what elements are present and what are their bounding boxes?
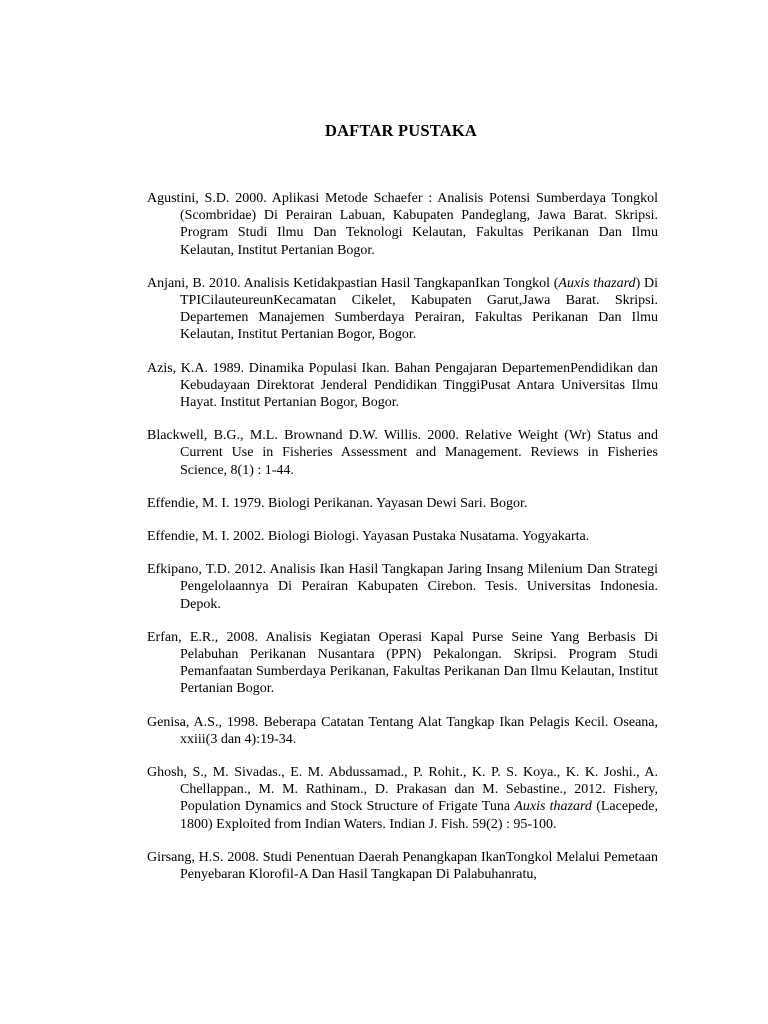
page-title: DAFTAR PUSTAKA: [324, 121, 478, 140]
reference-text: Effendie, M. I. 2002. Biologi Biologi. Yayasan Pustaka Nusatama. Yogyakarta.: [147, 529, 590, 545]
reference-list: [147, 190, 658, 899]
reference-text: Azis, K.A. 1989. Dinamika Populasi Ikan. Bahan Pengajaran DepartemenPendidikan dan Kebudayaan Direktorat Jenderal Pendidikan TinggiPusat Antara Universitas Ilmu Hayat. Institut Pertanian Bogor, Bogor.: [147, 360, 658, 411]
species-name: Auxis thazard: [558, 275, 636, 291]
reference-entry: [147, 360, 658, 412]
reference-text: Erfan, E.R., 2008. Analisis Kegiatan Operasi Kapal Purse Seine Yang Berbasis Di Pelabuhan Perikanan Nusantara (PPN) Pekalongan. Skripsi. Program Studi Pemanfaatan Sumberdaya Perikanan, Fakultas Perikanan Dan Ilmu Kelautan, Institut Pertanian Bogor.: [147, 629, 658, 697]
reference-entry: [147, 629, 658, 698]
reference-text: Girsang, H.S. 2008. Studi Penentuan Daerah Penangkapan IkanTongkol Melalui Pemetaan Penyebaran Klorofil-A Dan Hasil Tangkapan Di Palabuhanratu,: [147, 849, 658, 883]
reference-text: Anjani, B. 2010. Analisis Ketidakpastian Hasil TangkapanIkan Tongkol (: [147, 275, 559, 291]
reference-text: (Lacepede, 1800) Exploited from Indian Waters. Indian J. Fish. 59(2) : 95-100.: [180, 799, 658, 832]
reference-text: Efkipano, T.D. 2012. Analisis Ikan Hasil Tangkapan Jaring Insang Milenium Dan Strategi Pengelolaannya Di Perairan Kabupaten Cirebon. Tesis. Universitas Indonesia. Depok.: [147, 562, 658, 612]
reference-entry: [147, 561, 658, 613]
reference-text: Genisa, A.S., 1998. Beberapa Catatan Tentang Alat Tangkap Ikan Pelagis Kecil. Oseana, xxiii(3 dan 4):19-34.: [147, 714, 658, 747]
reference-text: Effendie, M. I. 1979. Biologi Perikanan. Yayasan Dewi Sari. Bogor.: [147, 495, 528, 511]
reference-text: ) Di TPICilauteureunKecamatan Cikelet, Kabupaten Garut,Jawa Barat. Skripsi. Departemen Manajemen Sumberdaya Perairan, Fakultas Perikanan Dan Ilmu Kelautan, Institut Pertanian Bogor, Bogor.: [180, 275, 658, 343]
reference-entry: [147, 764, 658, 833]
reference-text: Ghosh, S., M. Sivadas., E. M. Abdussamad., P. Rohit., K. P. S. Koya., K. K. Joshi., A. Chellappan., M. M. Rathinam., D. Prakasan dan M. Sebastine., 2012. Fishery, Population Dynamics and Stock Structure of Frigate Tuna: [147, 765, 658, 815]
reference-text: Blackwell, B.G., M.L. Brownand D.W. Willis. 2000. Relative Weight (Wr) Status and Current Use in Fisheries Assessment and Management. Reviews in Fisheries Science, 8(1) : 1-44.: [147, 428, 658, 478]
reference-entry: [147, 190, 658, 259]
reference-entry: [147, 849, 658, 883]
reference-entry: [147, 495, 658, 512]
species-name: Auxis thazard: [514, 799, 592, 815]
reference-entry: [147, 528, 658, 545]
reference-entry: [147, 427, 658, 479]
reference-entry: [147, 714, 658, 748]
reference-text: Agustini, S.D. 2000. Aplikasi Metode Schaefer : Analisis Potensi Sumberdaya Tongkol (Scombridae) Di Perairan Labuan, Kabupaten Pandeglang, Jawa Barat. Skripsi. Program Studi Ilmu Dan Teknologi Kelautan, Fakultas Perikanan Dan Ilmu Kelautan, Institut Pertanian Bogor.: [147, 191, 658, 258]
reference-entry: [147, 275, 658, 344]
